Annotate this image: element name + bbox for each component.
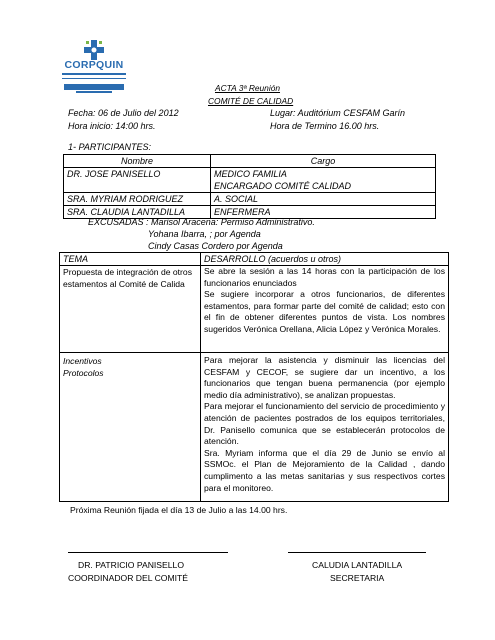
desarrollo-paragraph: Se abre la sesión a las 14 horas con la participación de los funcionarios enunciados (204, 266, 445, 288)
signer-left-role: COORDINADOR DEL COMITÉ (68, 573, 189, 583)
signature-line-right (288, 552, 426, 553)
desarrollo-paragraph: Se sugiere incorporar a otros funcionarios, de diferentes estamentos, para formar parte del comité de calidad; esto con el fin de obtener diferentes puntos de vista. Los nombres sugeridos Verónica Orellana, Alicia López y Verónica Morales. (204, 289, 445, 334)
desarrollo-paragraph: Para mejorar la asistencia y disminuir las licencias del CESFAM y CECOF, se sugiere dar un incentivo, a los funcionarios que tengan buena permanencia (por ejemplo medio día administrativo), se analizan propuestas. (204, 355, 445, 400)
excusados-line: EXCUSADAS : Marisol Aracena: Permiso Administrativo. (88, 217, 315, 227)
logo-brand-text: CORPQUIN (64, 59, 124, 71)
lugar: Lugar: Auditórium CESFAM Garín (270, 108, 406, 118)
participant-name: SRA. MYRIAM RODRIGUEZ (64, 193, 211, 206)
participantes-title: 1- PARTICIPANTES: (68, 142, 152, 152)
table-row (60, 353, 449, 502)
header-cargo: Cargo (211, 155, 436, 168)
tema-line: Incentivos (63, 356, 102, 366)
header-desarrollo: DESARROLLO (acuerdos u otros) (201, 253, 449, 266)
tema-cell (60, 266, 201, 353)
role-line: MEDICO FAMILIA (214, 169, 287, 179)
logo-line (62, 73, 126, 75)
signer-right-role: SECRETARIA (330, 573, 385, 583)
fecha: Fecha: 06 de Julio del 2012 (68, 108, 179, 118)
table-header-row (60, 253, 449, 266)
desarrollo-cell (201, 266, 449, 353)
participantes-table (63, 154, 436, 219)
table-row (64, 168, 436, 193)
participant-role: A. SOCIAL (211, 193, 436, 206)
header-tema: TEMA (60, 253, 201, 266)
logo-tag-bar (64, 84, 124, 90)
tema-line: Propuesta de integración de otros (63, 267, 192, 277)
people-cross-logo-icon (84, 40, 104, 60)
tema-cell (60, 353, 201, 502)
hora-inicio: Hora inicio: 14:00 hrs. (68, 121, 156, 131)
desarrollo-paragraph: Para mejorar el funcionamiento del servicio de procedimiento y atención de pacientes postrados de los equipos territoriales, Dr. Panisello comunica que se establecerán protocolos de atención. (204, 401, 445, 447)
participant-name: SRA. CLAUDIA LANTADILLA (64, 206, 211, 219)
participant-name: DR. JOSE PANISELLO (64, 168, 211, 193)
header-nombre: Nombre (64, 155, 211, 168)
corpquin-logo (58, 40, 130, 96)
signature-line-left (68, 552, 228, 553)
tema-line: estamentos al Comité de Calida (63, 279, 185, 289)
table-row (64, 193, 436, 206)
excusados-line: Cindy Casas Cordero por Agenda (148, 241, 283, 251)
desarrollo-cell (201, 353, 449, 502)
participant-role (211, 168, 436, 193)
desarrollo-paragraph: Sra. Myriam informa que el día 29 de Junio se envío al SSMOc. el Plan de Mejoramiento de la Calidad , dando cumplimento a las metas sanitarias y sus respectivos cortes para el monitoreo. (204, 447, 445, 493)
logo-line (62, 78, 126, 79)
comite-title: COMITÉ DE CALIDAD (208, 96, 294, 106)
role-line: ENCARGADO COMITÉ CALIDAD (214, 181, 352, 191)
signer-left-name: DR. PATRICIO PANISELLO (78, 560, 185, 570)
signer-right-name: CALUDIA LANTADILLA (312, 560, 403, 570)
hora-termino: Hora de Termino 16.00 hrs. (270, 121, 380, 131)
acta-title: ACTA 3ª Reunión (215, 83, 281, 93)
table-header-row (64, 155, 436, 168)
participant-role: ENFERMERA (211, 206, 436, 219)
proxima-reunion: Próxima Reunión fijada el día 13 de Julio a las 14.00 hrs. (70, 505, 288, 515)
table-row (60, 266, 449, 353)
tema-line: Protocolos (63, 368, 104, 378)
logo-tag-bar (76, 91, 112, 93)
excusados-line: Yohana Ibarra, ; por Agenda (148, 229, 261, 239)
temas-table (59, 252, 449, 502)
